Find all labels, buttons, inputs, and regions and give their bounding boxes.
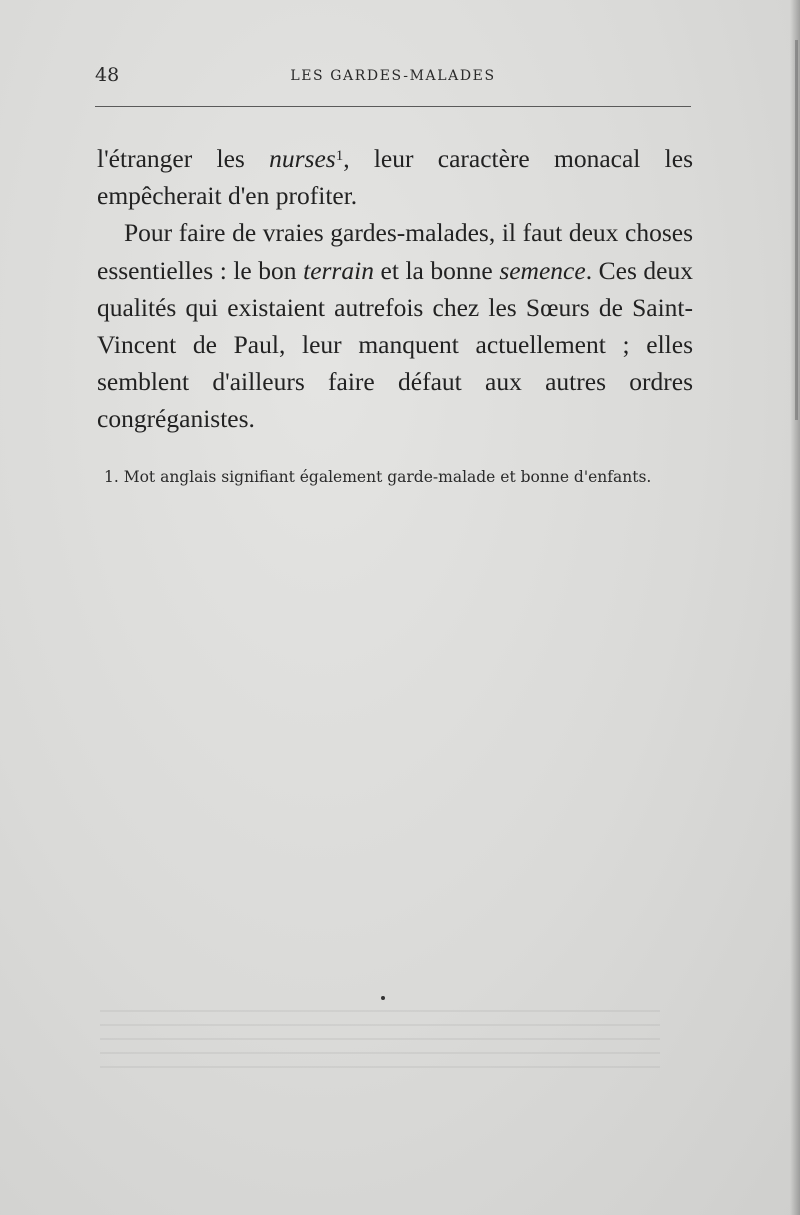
binding-edge-mark bbox=[795, 40, 798, 420]
running-title: LES GARDES-MALADES bbox=[290, 68, 496, 84]
text-span: , leur caractère monacal les empêcherait d'en profiter. bbox=[97, 144, 693, 211]
text-span: Pour faire de vraies gardes-malades, il faut deux choses essentielles : le bon bbox=[97, 218, 693, 285]
text-span: et la bonne bbox=[373, 255, 500, 285]
footnote bbox=[97, 466, 693, 489]
ink-speck bbox=[381, 996, 385, 1000]
italic-term-semence: semence bbox=[499, 255, 586, 285]
text-span: l'étranger les bbox=[97, 144, 270, 173]
paragraph bbox=[97, 214, 693, 437]
paragraph-continued bbox=[97, 140, 693, 214]
footnote-text: 1. Mot anglais signifiant également garde-malade et bonne d'enfants. bbox=[104, 468, 652, 486]
running-head bbox=[95, 64, 691, 92]
show-through-text bbox=[100, 1010, 660, 1070]
page-number: 48 bbox=[95, 64, 120, 86]
text-span: . Ces deux qualités qui existaient autrefois chez les Sœurs de Saint-Vincent de Paul, leur manquent actuellement ; elles semblent d'ailleurs faire défaut aux autres ordres congréganistes. bbox=[97, 255, 693, 434]
italic-term-terrain: terrain bbox=[303, 255, 374, 285]
italic-term-nurses: nurses bbox=[269, 144, 336, 173]
main-text bbox=[97, 140, 693, 438]
footnote-reference: 1 bbox=[335, 148, 344, 164]
header-rule bbox=[95, 106, 691, 107]
